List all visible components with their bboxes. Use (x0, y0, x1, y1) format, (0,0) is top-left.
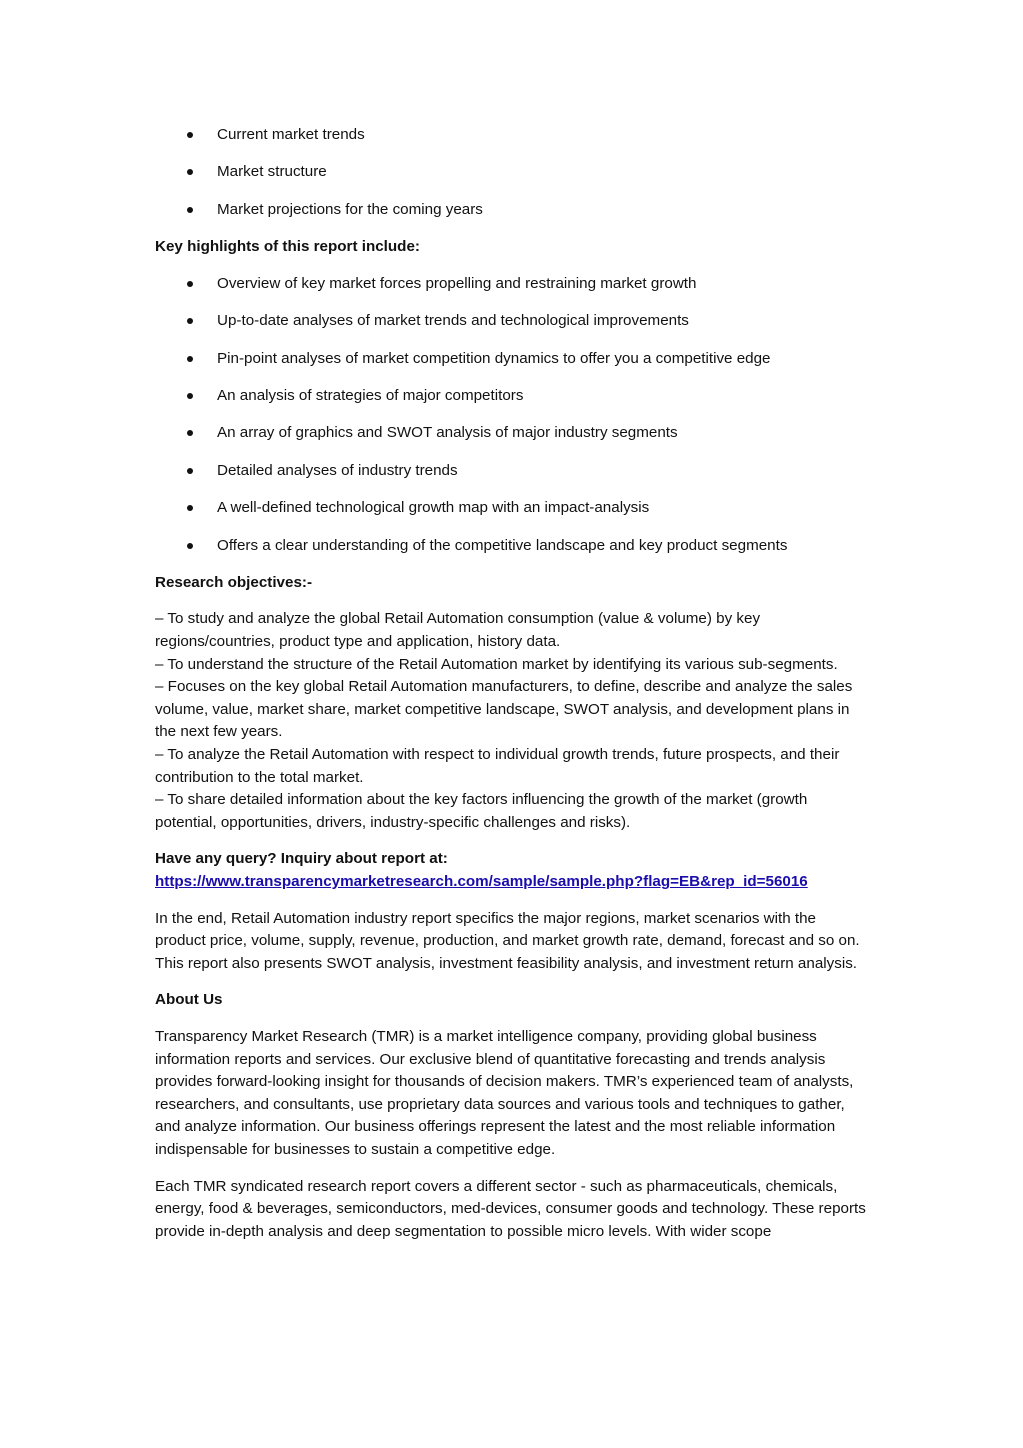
objectives-heading: Research objectives:- (155, 573, 313, 591)
conclusion-paragraph: In the end, Retail Automation industry report specifics the major regions, market scenarios with the product price, volume, supply, revenue, production, and market growth rate, demand, forecast and so on. This report also presents SWOT analysis, investment feasibility analysis, and investment return analysis. (155, 909, 860, 972)
list-item: Up-to-date analyses of market trends and technological improvements (155, 310, 867, 333)
list-item: Market projections for the coming years (155, 199, 867, 222)
list-item: An array of graphics and SWOT analysis of major industry segments (155, 422, 867, 445)
top-bullet-list (155, 124, 867, 221)
about-paragraph-2: Each TMR syndicated research report covers a different sector - such as pharmaceuticals, chemicals, energy, food & beverages, semiconductors, med-devices, consumer goods and technology. These reports provide in-depth analysis and deep segmentation to possible micro levels. With wider scope (155, 1177, 866, 1240)
query-block (155, 848, 867, 893)
about-heading: About Us (155, 991, 223, 1009)
list-item: Detailed analyses of industry trends (155, 460, 867, 483)
list-item: A well-defined technological growth map with an impact-analysis (155, 497, 867, 520)
list-item: Offers a clear understanding of the competitive landscape and key product segments (155, 535, 867, 558)
objective-item: – To study and analyze the global Retail Automation consumption (value & volume) by key regions/countries, product type and application, history data. (155, 610, 761, 651)
query-label: Have any query? Inquiry about report at: (155, 850, 448, 868)
list-item: An analysis of strategies of major competitors (155, 385, 867, 408)
highlights-heading: Key highlights of this report include: (155, 238, 420, 256)
objective-item: – To share detailed information about the key factors influencing the growth of the market (growth potential, opportunities, drivers, industry-specific challenges and risks). (155, 791, 808, 831)
report-sample-link[interactable]: https://www.transparencymarketresearch.com/sample/sample.php?flag=EB&rep_id=56016 (155, 873, 808, 891)
document-page (155, 124, 867, 1257)
list-item: Market structure (155, 161, 867, 184)
highlights-list (155, 273, 867, 557)
list-item: Current market trends (155, 124, 867, 147)
objective-item: – Focuses on the key global Retail Automation manufacturers, to define, describe and analyze the sales volume, value, market share, market competitive landscape, SWOT analysis, and development plans in the next few years. (155, 678, 853, 741)
objectives-list (155, 608, 867, 834)
objective-item: – To analyze the Retail Automation with respect to individual growth trends, future prospects, and their contribution to the total market. (155, 746, 840, 786)
list-item: Pin-point analyses of market competition dynamics to offer you a competitive edge (155, 348, 867, 371)
about-paragraph-1: Transparency Market Research (TMR) is a market intelligence company, providing global business information reports and services. Our exclusive blend of quantitative forecasting and trends analysis provides forward-looking insight for thousands of decision makers. TMR’s experienced team of analysts, researchers, and consultants, use proprietary data sources and various tools and techniques to gather, and analyze information. Our business offerings represent the latest and the most reliable information indispensable for businesses to sustain a competitive edge. (155, 1027, 854, 1158)
objective-item: – To understand the structure of the Retail Automation market by identifying its various sub-segments. (155, 655, 838, 673)
list-item: Overview of key market forces propelling and restraining market growth (155, 273, 867, 296)
